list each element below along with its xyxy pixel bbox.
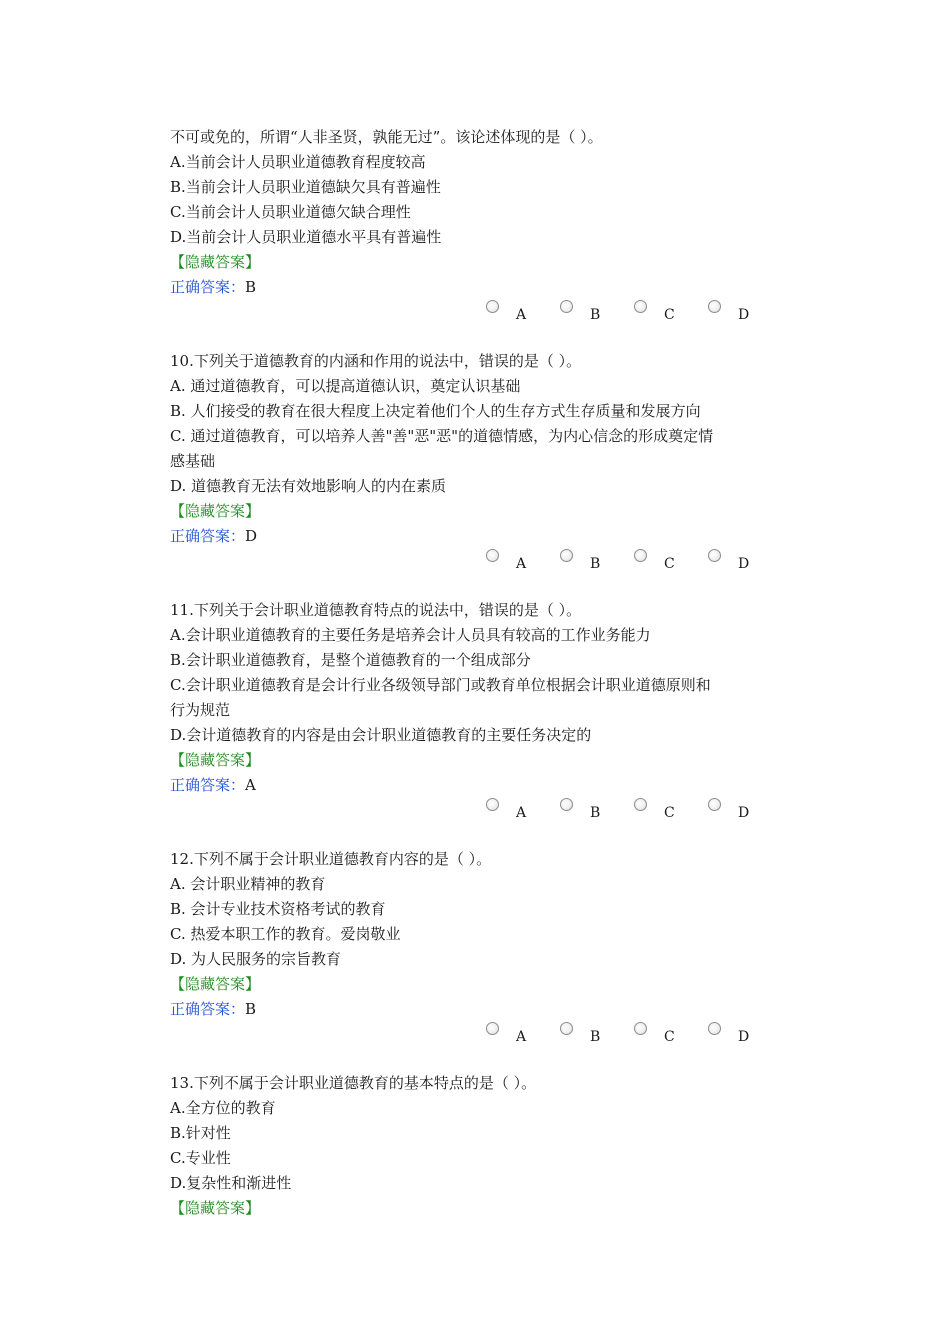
option-label: C [664,1029,675,1045]
correct-answer-label: 正确答案： [170,527,246,545]
radio-button[interactable] [486,300,499,313]
radio-button[interactable] [634,300,647,313]
radio-button[interactable] [708,300,721,313]
radio-button[interactable] [634,1022,647,1035]
question-stem: 12.下列不属于会计职业道德教育内容的是（ ）。 [170,850,492,868]
option-label: A [516,805,527,821]
option-a[interactable] [486,798,546,820]
option-label: B [590,556,601,572]
radio-button[interactable] [708,1022,721,1035]
answer-options [486,549,786,571]
option-label: C [664,556,675,572]
correct-answer-label: 正确答案： [170,776,246,794]
question-line: B.当前会计人员职业道德缺欠具有普遍性 [170,178,441,196]
question-line: A.当前会计人员职业道德教育程度较高 [170,153,426,171]
option-label: D [738,1029,750,1045]
option-d[interactable] [708,1022,768,1044]
correct-answer [170,999,256,1019]
option-label: B [590,1029,601,1045]
radio-button[interactable] [708,549,721,562]
question-line: 感基础 [170,452,216,470]
correct-answer-value: B [245,278,257,296]
hide-answer-link[interactable]: 【隐藏答案】 [170,253,261,271]
hide-answer-link[interactable]: 【隐藏答案】 [170,975,261,993]
radio-button[interactable] [486,798,499,811]
option-b[interactable] [560,798,620,820]
correct-answer-value: D [245,527,258,545]
question-line: B. 会计专业技术资格考试的教育 [170,900,386,918]
question-line: D.会计道德教育的内容是由会计职业道德教育的主要任务决定的 [170,726,592,744]
radio-button[interactable] [560,798,573,811]
radio-button[interactable] [560,300,573,313]
option-d[interactable] [708,798,768,820]
question-line: C. 通过道德教育，可以培养人善"善"恶"恶"的道德情感，为内心信念的形成奠定情 [170,427,714,445]
option-a[interactable] [486,300,546,322]
question-stem: 13.下列不属于会计职业道德教育的基本特点的是（ ）。 [170,1074,537,1092]
radio-button[interactable] [486,549,499,562]
option-label: C [664,307,675,323]
question-line: C. 热爱本职工作的教育。爱岗敬业 [170,925,401,943]
option-label: B [590,307,601,323]
option-a[interactable] [486,549,546,571]
question-line: D. 道德教育无法有效地影响人的内在素质 [170,477,447,495]
answer-options [486,1022,786,1044]
option-c[interactable] [634,1022,694,1044]
hide-answer-link[interactable]: 【隐藏答案】 [170,502,261,520]
option-c[interactable] [634,300,694,322]
question-line: 行为规范 [170,701,231,719]
radio-button[interactable] [634,798,647,811]
question-line: B. 人们接受的教育在很大程度上决定着他们个人的生存方式生存质量和发展方向 [170,402,701,420]
question-line: C.会计职业道德教育是会计行业各级领导部门或教育单位根据会计职业道德原则和 [170,676,711,694]
radio-button[interactable] [560,549,573,562]
radio-button[interactable] [560,1022,573,1035]
question-stem: 11.下列关于会计职业道德教育特点的说法中，错误的是（ ）。 [170,601,582,619]
question-stem: 10.下列关于道德教育的内涵和作用的说法中，错误的是（ ）。 [170,352,582,370]
correct-answer [170,775,256,795]
correct-answer-label: 正确答案： [170,278,246,296]
hide-answer-link[interactable]: 【隐藏答案】 [170,1199,261,1217]
option-label: D [738,805,750,821]
question-line: A.全方位的教育 [170,1099,276,1117]
question-line: D.复杂性和渐进性 [170,1174,292,1192]
question-line: B.针对性 [170,1124,231,1142]
option-d[interactable] [708,300,768,322]
question-line: C.专业性 [170,1149,231,1167]
option-b[interactable] [560,300,620,322]
correct-answer-value: B [245,1000,257,1018]
question-line: D.当前会计人员职业道德水平具有普遍性 [170,228,442,246]
option-label: D [738,556,750,572]
option-a[interactable] [486,1022,546,1044]
option-d[interactable] [708,549,768,571]
option-label: A [516,1029,527,1045]
correct-answer-label: 正确答案： [170,1000,246,1018]
correct-answer [170,277,256,297]
question-line: A. 会计职业精神的教育 [170,875,326,893]
question-line: D. 为人民服务的宗旨教育 [170,950,342,968]
answer-options [486,798,786,820]
option-label: B [590,805,601,821]
option-label: A [516,307,527,323]
question-line: B.会计职业道德教育，是整个道德教育的一个组成部分 [170,651,531,669]
radio-button[interactable] [634,549,647,562]
correct-answer-value: A [245,776,256,794]
option-b[interactable] [560,1022,620,1044]
radio-button[interactable] [486,1022,499,1035]
correct-answer [170,526,257,546]
option-c[interactable] [634,798,694,820]
radio-button[interactable] [708,798,721,811]
option-label: A [516,556,527,572]
option-label: C [664,805,675,821]
option-b[interactable] [560,549,620,571]
question-stem: 不可或免的，所谓“人非圣贤，孰能无过”。该论述体现的是（ ）。 [170,128,603,146]
answer-options [486,300,786,322]
question-line: A.会计职业道德教育的主要任务是培养会计人员具有较高的工作业务能力 [170,626,651,644]
option-c[interactable] [634,549,694,571]
question-line: C.当前会计人员职业道德欠缺合理性 [170,203,411,221]
option-label: D [738,307,750,323]
hide-answer-link[interactable]: 【隐藏答案】 [170,751,261,769]
question-line: A. 通过道德教育，可以提高道德认识，奠定认识基础 [170,377,521,395]
